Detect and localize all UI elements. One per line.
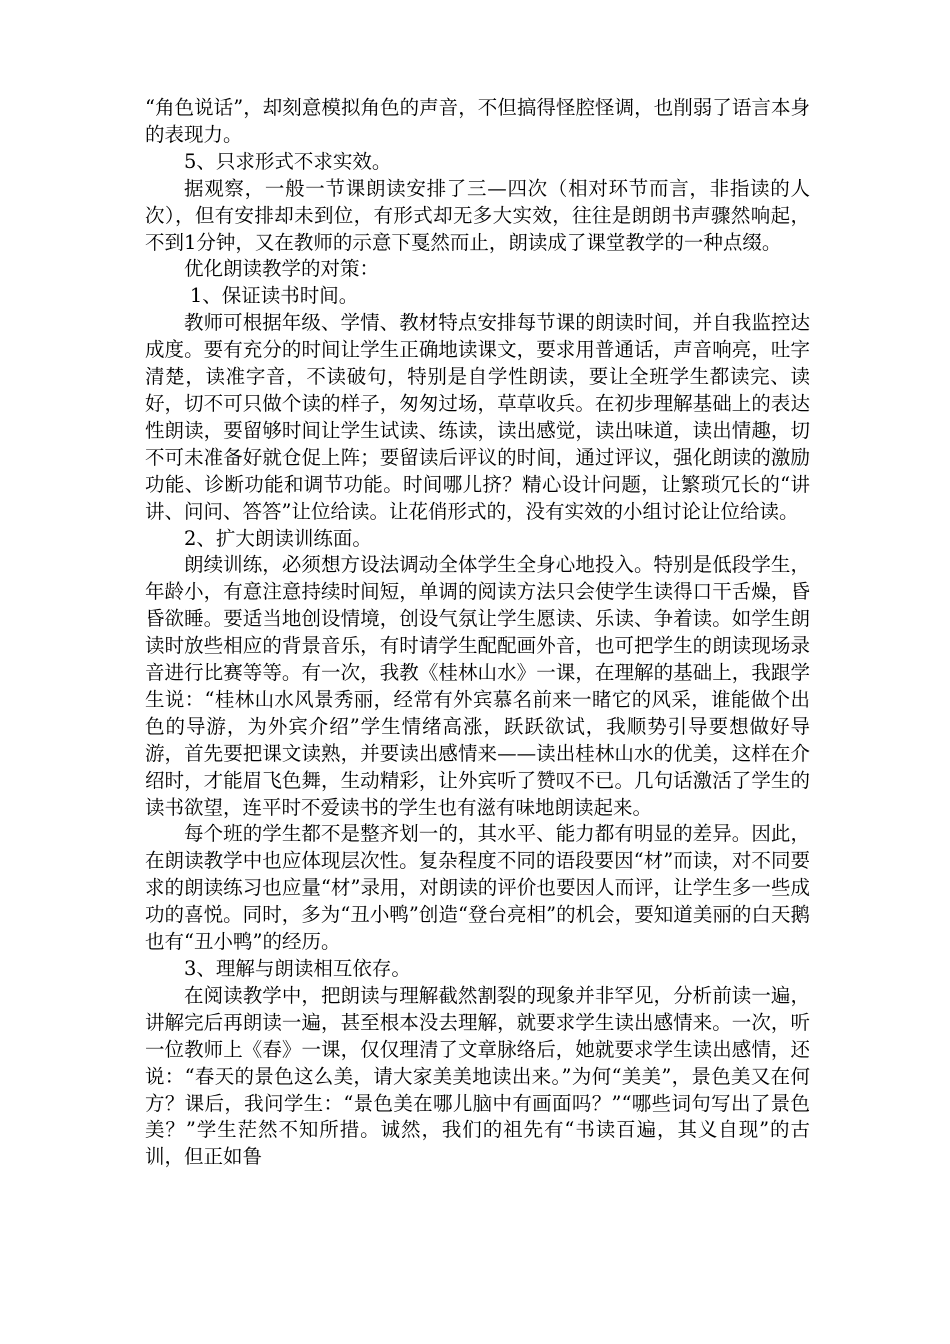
paragraph-strategy-1: 教师可根据年级、学情、教材特点安排每节课的朗读时间，并自我监控达成度。要有充分的时间让学生正确地读课文，要求用普通话，声音响亮，吐字清楚，读准字音，不读破句，特别是自学性朗读，要让全班学生都读完、读好，切不可只做个读的样子，匆匆过场，草草收兵。在初步理解基础上的表达性朗读，要留够时间让学生试读、练读，读出感觉，读出味道，读出情趣，切不可未准备好就仓促上阵；要留读后评议的时间，通过评议，强化朗读的激励功能、诊断功能和调节功能。时间哪儿挤？精心设计问题，让繁琐冗长的“讲讲、问问、答答”让位给读。让花俏形式的，没有实效的小组讨论让位给读。 [145,311,810,523]
paragraph-strategy-2a: 朗续训练，必须想方设法调动全体学生全身心地投入。特别是低段学生，年龄小，有意注意持续时间短，单调的阅读方法只会使学生读得口干舌燥，昏昏欲睡。要适当地创设情境，创设气氛让学生愿读、乐读、争着读。如学生朗读时放些相应的背景音乐，有时请学生配配画外音，也可把学生的朗读现场录音进行比赛等等。有一次，我教《桂林山水》一课，在理解的基础上，我跟学生说：“桂林山水风景秀丽，经常有外宾慕名前来一睹它的风采，谁能做个出色的导游，为外宾介绍”学生情绪高涨，跃跃欲试，我顺势引导要想做好导游，首先要把课文读熟，并要读出感情来——读出桂林山水的优美，这样在介绍时，才能眉飞色舞，生动精彩，让外宾听了赞叹不已。几句话激活了学生的读书欲望，连平时不爱读书的学生也有滋有味地朗读起来。 [145,553,810,819]
paragraph-continuation: “角色说话”，却刻意模拟角色的声音，不但搞得怪腔怪调，也削弱了语言本身的表现力。 [145,96,810,146]
heading-strategies: 优化朗读教学的对策： [184,257,380,281]
paragraph-observation: 据观察，一般一节课朗读安排了三—四次（相对环节而言，非指读的人次），但有安排却未到位，有形式却无多大实效，往往是朗朗书声骤然响起，不到1分钟，又在教师的示意下戛然而止，朗读成了课堂教学的一种点缀。 [145,176,810,254]
document-body [145,95,810,1171]
paragraph-strategy-3: 在阅读教学中，把朗读与理解截然割裂的现象并非罕见，分析前读一遍，讲解完后再朗读一遍，甚至根本没去理解，就要求学生读出感情来。一次，听一位教师上《春》一课，仅仅理清了文章脉络后，她就要求学生读出感情，还说：“春天的景色这么美，请大家美美地读出来。”为何“美美”，景色美又在何方？课后，我问学生：“景色美在哪儿脑中有画面吗？”“哪些词句写出了景色美？”学生茫然不知所措。诚然，我们的祖先有“书读百遍，其义自现”的古训，但正如鲁 [145,983,810,1169]
heading-strategy-3: 3、理解与朗读相互依存。 [184,957,411,980]
paragraph-strategy-2b: 每个班的学生都不是整齐划一的，其水平、能力都有明显的差异。因此，在朗读教学中也应体现层次性。复杂程度不同的语段要因“材”而读，对不同要求的朗读练习也应量“材”录用，对朗读的评价也要因人而评，让学生多一些成功的喜悦。同时，多为“丑小鸭”创造“登台亮相”的机会，要知道美丽的白天鹅也有“丑小鸭”的经历。 [145,822,810,954]
heading-strategy-1: 1、保证读书时间。 [189,284,359,308]
heading-point-5: 5、只求形式不求实效。 [184,149,392,173]
heading-strategy-2: 2、扩大朗读训练面。 [184,526,372,550]
